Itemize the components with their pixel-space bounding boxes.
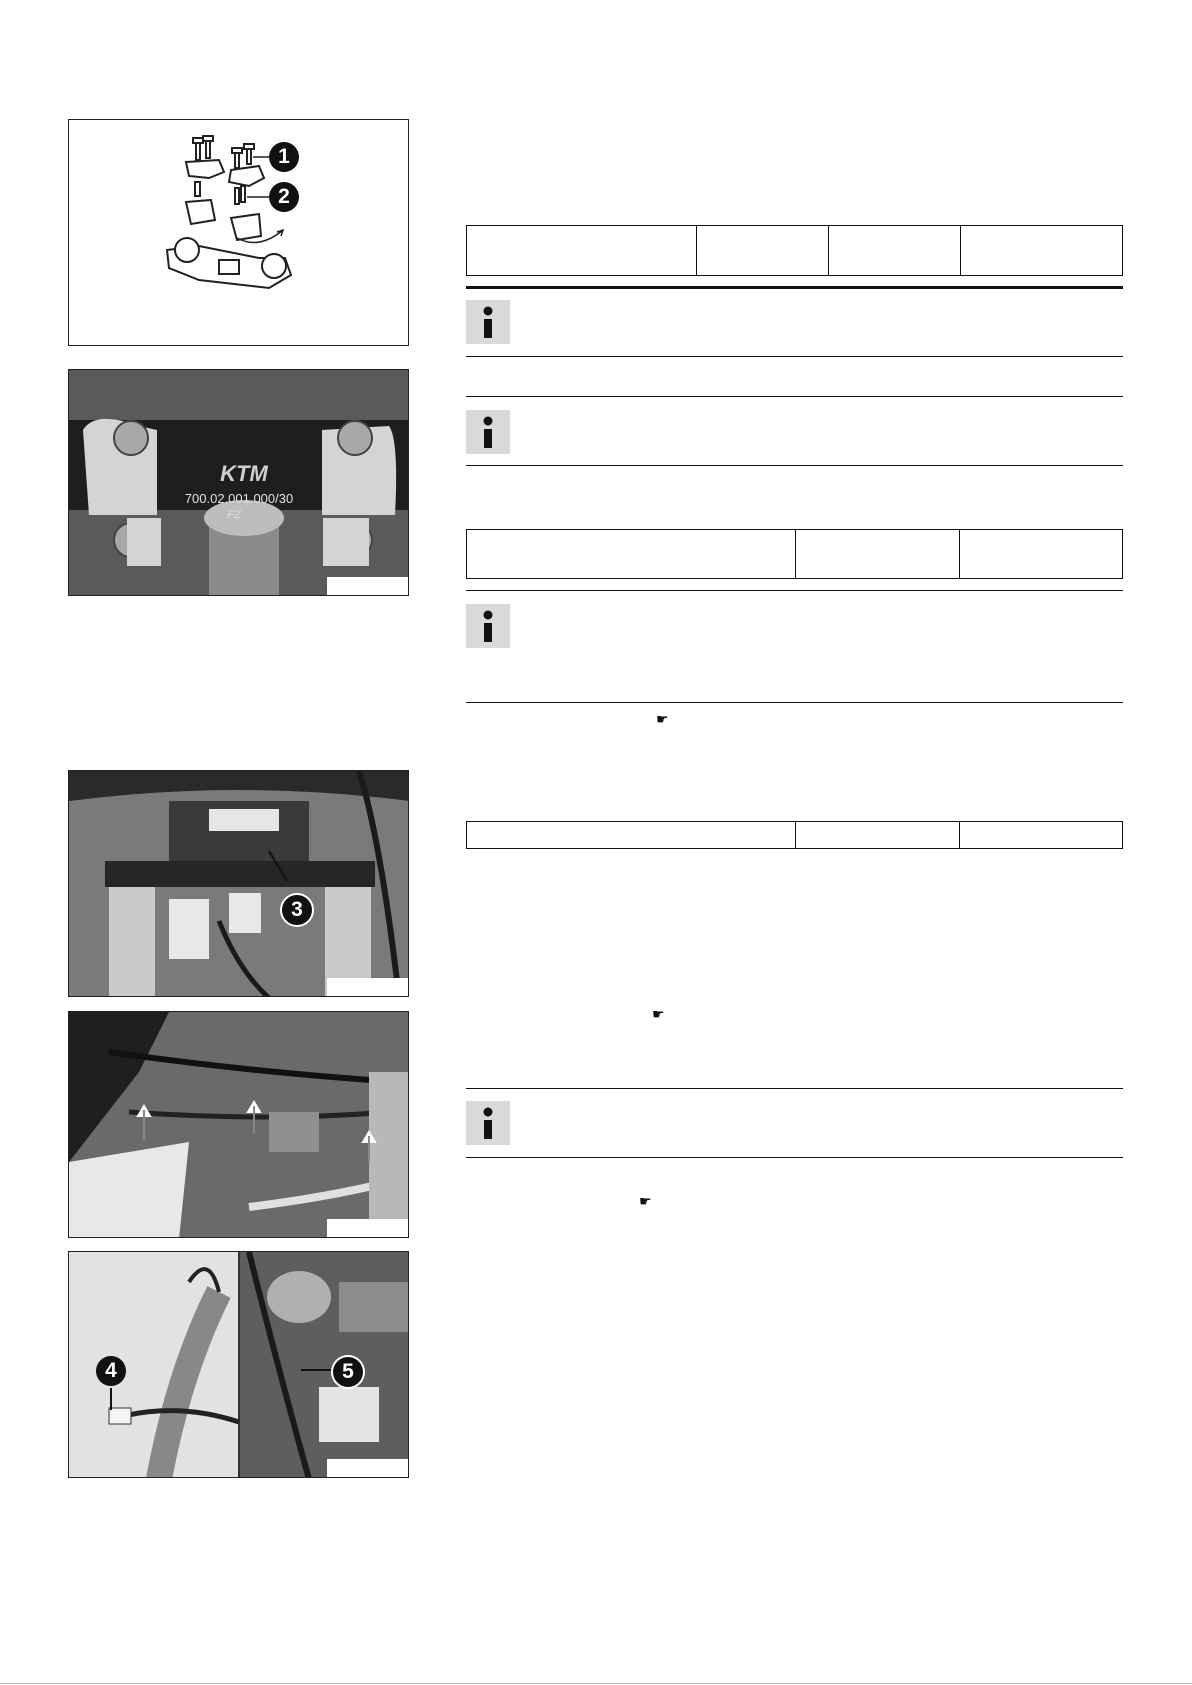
figure-fork-wiring bbox=[68, 770, 409, 997]
note-rule-bottom bbox=[466, 465, 1123, 466]
table-cell bbox=[960, 530, 1123, 579]
table-cell bbox=[697, 226, 829, 276]
figure-cable-connectors bbox=[68, 1251, 409, 1478]
figure-label-box bbox=[327, 1219, 408, 1237]
svg-text:KTM: KTM bbox=[220, 461, 268, 486]
note-rule-top bbox=[466, 396, 1123, 397]
note-rule-bottom bbox=[466, 702, 1123, 703]
callout-2: 2 bbox=[269, 182, 299, 212]
note-rule-bottom bbox=[466, 356, 1123, 357]
note-rule-top bbox=[466, 590, 1123, 591]
table-row bbox=[467, 226, 1123, 276]
info-icon bbox=[466, 1101, 510, 1145]
table-cell bbox=[961, 226, 1123, 276]
table-cell bbox=[796, 822, 960, 849]
table-row bbox=[467, 530, 1123, 579]
info-note-icon bbox=[466, 604, 510, 648]
info-icon bbox=[466, 410, 510, 454]
note-rule-top bbox=[466, 286, 1123, 289]
stamp-part-number: 700.02.001.000/30 bbox=[184, 491, 294, 506]
callout-3: 3 bbox=[280, 893, 314, 927]
spec-table-1 bbox=[466, 225, 1123, 276]
table-cell bbox=[467, 226, 697, 276]
info-note-icon bbox=[466, 410, 510, 454]
photo-wiring-harness bbox=[69, 1012, 409, 1238]
table-row bbox=[467, 822, 1123, 849]
page-bottom-rule bbox=[0, 1683, 1192, 1684]
table-cell bbox=[960, 822, 1123, 849]
pointer-hand-icon: ☛ bbox=[639, 1193, 652, 1209]
figure-label-box bbox=[327, 1459, 408, 1477]
info-icon bbox=[466, 300, 510, 344]
figure-label-box bbox=[327, 577, 408, 595]
callout-1: 1 bbox=[269, 142, 299, 172]
table-cell bbox=[467, 530, 796, 579]
pointer-hand-icon: ☛ bbox=[652, 1006, 665, 1022]
table-cell bbox=[467, 822, 796, 849]
figure-handlebar-clamp-photo bbox=[68, 369, 409, 596]
info-icon bbox=[466, 604, 510, 648]
exploded-drawing bbox=[69, 120, 409, 346]
stamp-suffix: FZ bbox=[227, 509, 241, 521]
photo-handlebar-clamps bbox=[69, 370, 409, 596]
table-cell bbox=[829, 226, 961, 276]
pointer-hand-icon: ☛ bbox=[656, 711, 669, 727]
note-rule-bottom bbox=[466, 1157, 1123, 1158]
callout-5: 5 bbox=[331, 1355, 365, 1389]
figure-wiring-harness bbox=[68, 1011, 409, 1238]
table-cell bbox=[796, 530, 960, 579]
figure-handlebar-clamp-drawing bbox=[68, 119, 409, 346]
photo-fork-wiring bbox=[69, 771, 409, 997]
figure-label-box bbox=[327, 978, 408, 996]
info-note-icon bbox=[466, 1101, 510, 1145]
note-rule-top bbox=[466, 1088, 1123, 1089]
spec-table-2 bbox=[466, 529, 1123, 579]
callout-4: 4 bbox=[96, 1356, 126, 1386]
spec-table-3 bbox=[466, 821, 1123, 849]
info-note-icon bbox=[466, 300, 510, 344]
